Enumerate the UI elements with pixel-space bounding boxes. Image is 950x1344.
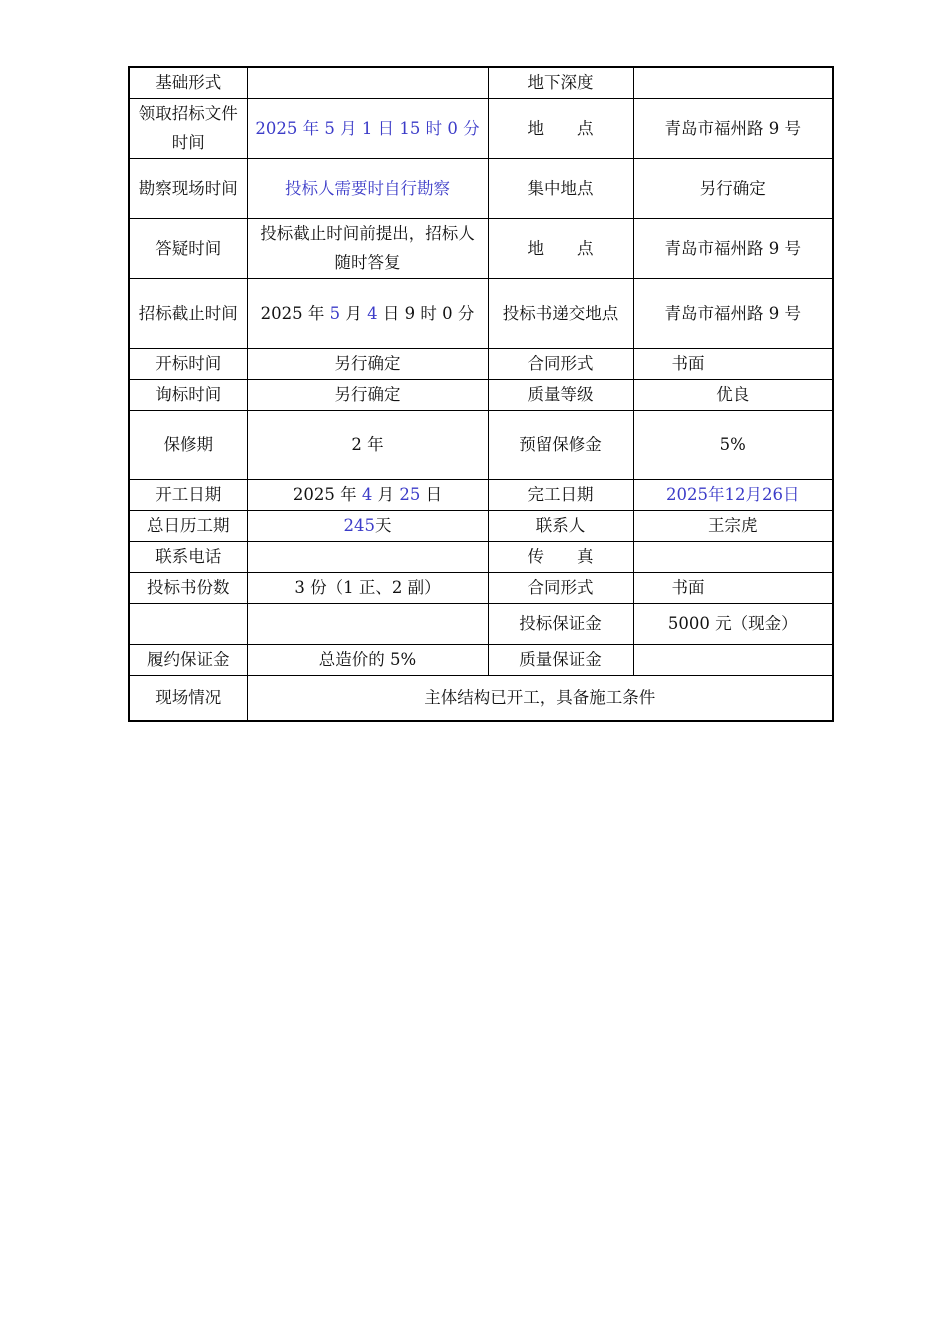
label-phone: 联系电话 (129, 541, 247, 572)
row-opening (129, 348, 833, 379)
label-empty (129, 603, 247, 644)
label-start-date: 开工日期 (129, 479, 247, 510)
value-site-status: 主体结构已开工，具备施工条件 (247, 675, 833, 721)
start-month-unit: 月 (372, 485, 400, 504)
value-empty (247, 603, 488, 644)
value-end-date: 2025年12月26日 (633, 479, 833, 510)
deadline-rest: 日 9 时 0 分 (377, 303, 475, 323)
value-total-duration (247, 510, 488, 541)
label-bid-bond: 投标保证金 (488, 603, 633, 644)
row-performance-bond (129, 644, 833, 675)
row-warranty (129, 410, 833, 479)
value-bid-deadline (247, 278, 488, 348)
value-submission-place: 青岛市福州路 9 号 (633, 278, 833, 348)
value-opening-time: 另行确定 (247, 348, 488, 379)
duration-unit: 天 (375, 516, 392, 535)
start-day: 25 (399, 485, 421, 504)
value-warranty-period: 2 年 (247, 410, 488, 479)
value-contract-form: 书面 (633, 348, 833, 379)
label-performance-bond: 履约保证金 (129, 644, 247, 675)
row-dates (129, 479, 833, 510)
value-quality-bond (633, 644, 833, 675)
deadline-month: 5 (329, 303, 341, 323)
label-inquiry-time: 询标时间 (129, 379, 247, 410)
row-foundation (129, 67, 833, 98)
row-phone (129, 541, 833, 572)
label-site-survey-time: 勘察现场时间 (129, 158, 247, 218)
row-inquiry (129, 379, 833, 410)
label-quality-grade: 质量等级 (488, 379, 633, 410)
value-inquiry-time: 另行确定 (247, 379, 488, 410)
value-contract-form: 书面 (633, 572, 833, 603)
label-location: 地 点 (488, 218, 633, 278)
label-quality-bond: 质量保证金 (488, 644, 633, 675)
label-total-duration: 总日历工期 (129, 510, 247, 541)
duration-days: 245 (343, 516, 375, 535)
row-qa (129, 218, 833, 278)
value-bid-copies: 3 份（1 正、2 副） (247, 572, 488, 603)
deadline-day: 4 (367, 303, 378, 323)
value-location: 青岛市福州路 9 号 (633, 98, 833, 158)
value-bid-bond: 5000 元（现金） (633, 603, 833, 644)
start-year: 2025 年 (292, 485, 362, 504)
label-gathering-place: 集中地点 (488, 158, 633, 218)
label-bid-copies: 投标书份数 (129, 572, 247, 603)
row-site-status (129, 675, 833, 721)
label-end-date: 完工日期 (488, 479, 633, 510)
label-contract-form: 合同形式 (488, 348, 633, 379)
start-month: 4 (361, 485, 373, 504)
value-doc-pickup-time: 2025 年 5 月 1 日 15 时 0 分 (247, 98, 488, 158)
tender-info-table (128, 66, 834, 722)
row-copies (129, 572, 833, 603)
value-qa-time: 投标截止时间前提出，招标人随时答复 (247, 218, 488, 278)
label-site-status: 现场情况 (129, 675, 247, 721)
value-underground-depth (633, 67, 833, 98)
row-duration (129, 510, 833, 541)
deadline-month-unit: 月 (340, 303, 368, 323)
row-deadline (129, 278, 833, 348)
row-doc-pickup (129, 98, 833, 158)
label-location: 地 点 (488, 98, 633, 158)
value-fax (633, 541, 833, 572)
value-gathering-place: 另行确定 (633, 158, 833, 218)
value-retention: 5% (633, 410, 833, 479)
value-phone (247, 541, 488, 572)
value-performance-bond: 总造价的 5% (247, 644, 488, 675)
label-warranty-period: 保修期 (129, 410, 247, 479)
value-site-survey-time: 投标人需要时自行勘察 (247, 158, 488, 218)
label-contract-form: 合同形式 (488, 572, 633, 603)
label-fax: 传 真 (488, 541, 633, 572)
label-foundation-type: 基础形式 (129, 67, 247, 98)
value-contact-person: 王宗虎 (633, 510, 833, 541)
label-doc-pickup-time: 领取招标文件时间 (129, 98, 247, 158)
label-underground-depth: 地下深度 (488, 67, 633, 98)
row-bid-bond (129, 603, 833, 644)
row-site-survey (129, 158, 833, 218)
value-start-date (247, 479, 488, 510)
label-opening-time: 开标时间 (129, 348, 247, 379)
start-day-unit: 日 (420, 485, 443, 504)
label-submission-place: 投标书递交地点 (488, 278, 633, 348)
value-location: 青岛市福州路 9 号 (633, 218, 833, 278)
value-foundation-type (247, 67, 488, 98)
value-quality-grade: 优良 (633, 379, 833, 410)
label-contact-person: 联系人 (488, 510, 633, 541)
label-qa-time: 答疑时间 (129, 218, 247, 278)
deadline-year: 2025 年 (260, 303, 330, 323)
label-bid-deadline: 招标截止时间 (129, 278, 247, 348)
label-retention: 预留保修金 (488, 410, 633, 479)
